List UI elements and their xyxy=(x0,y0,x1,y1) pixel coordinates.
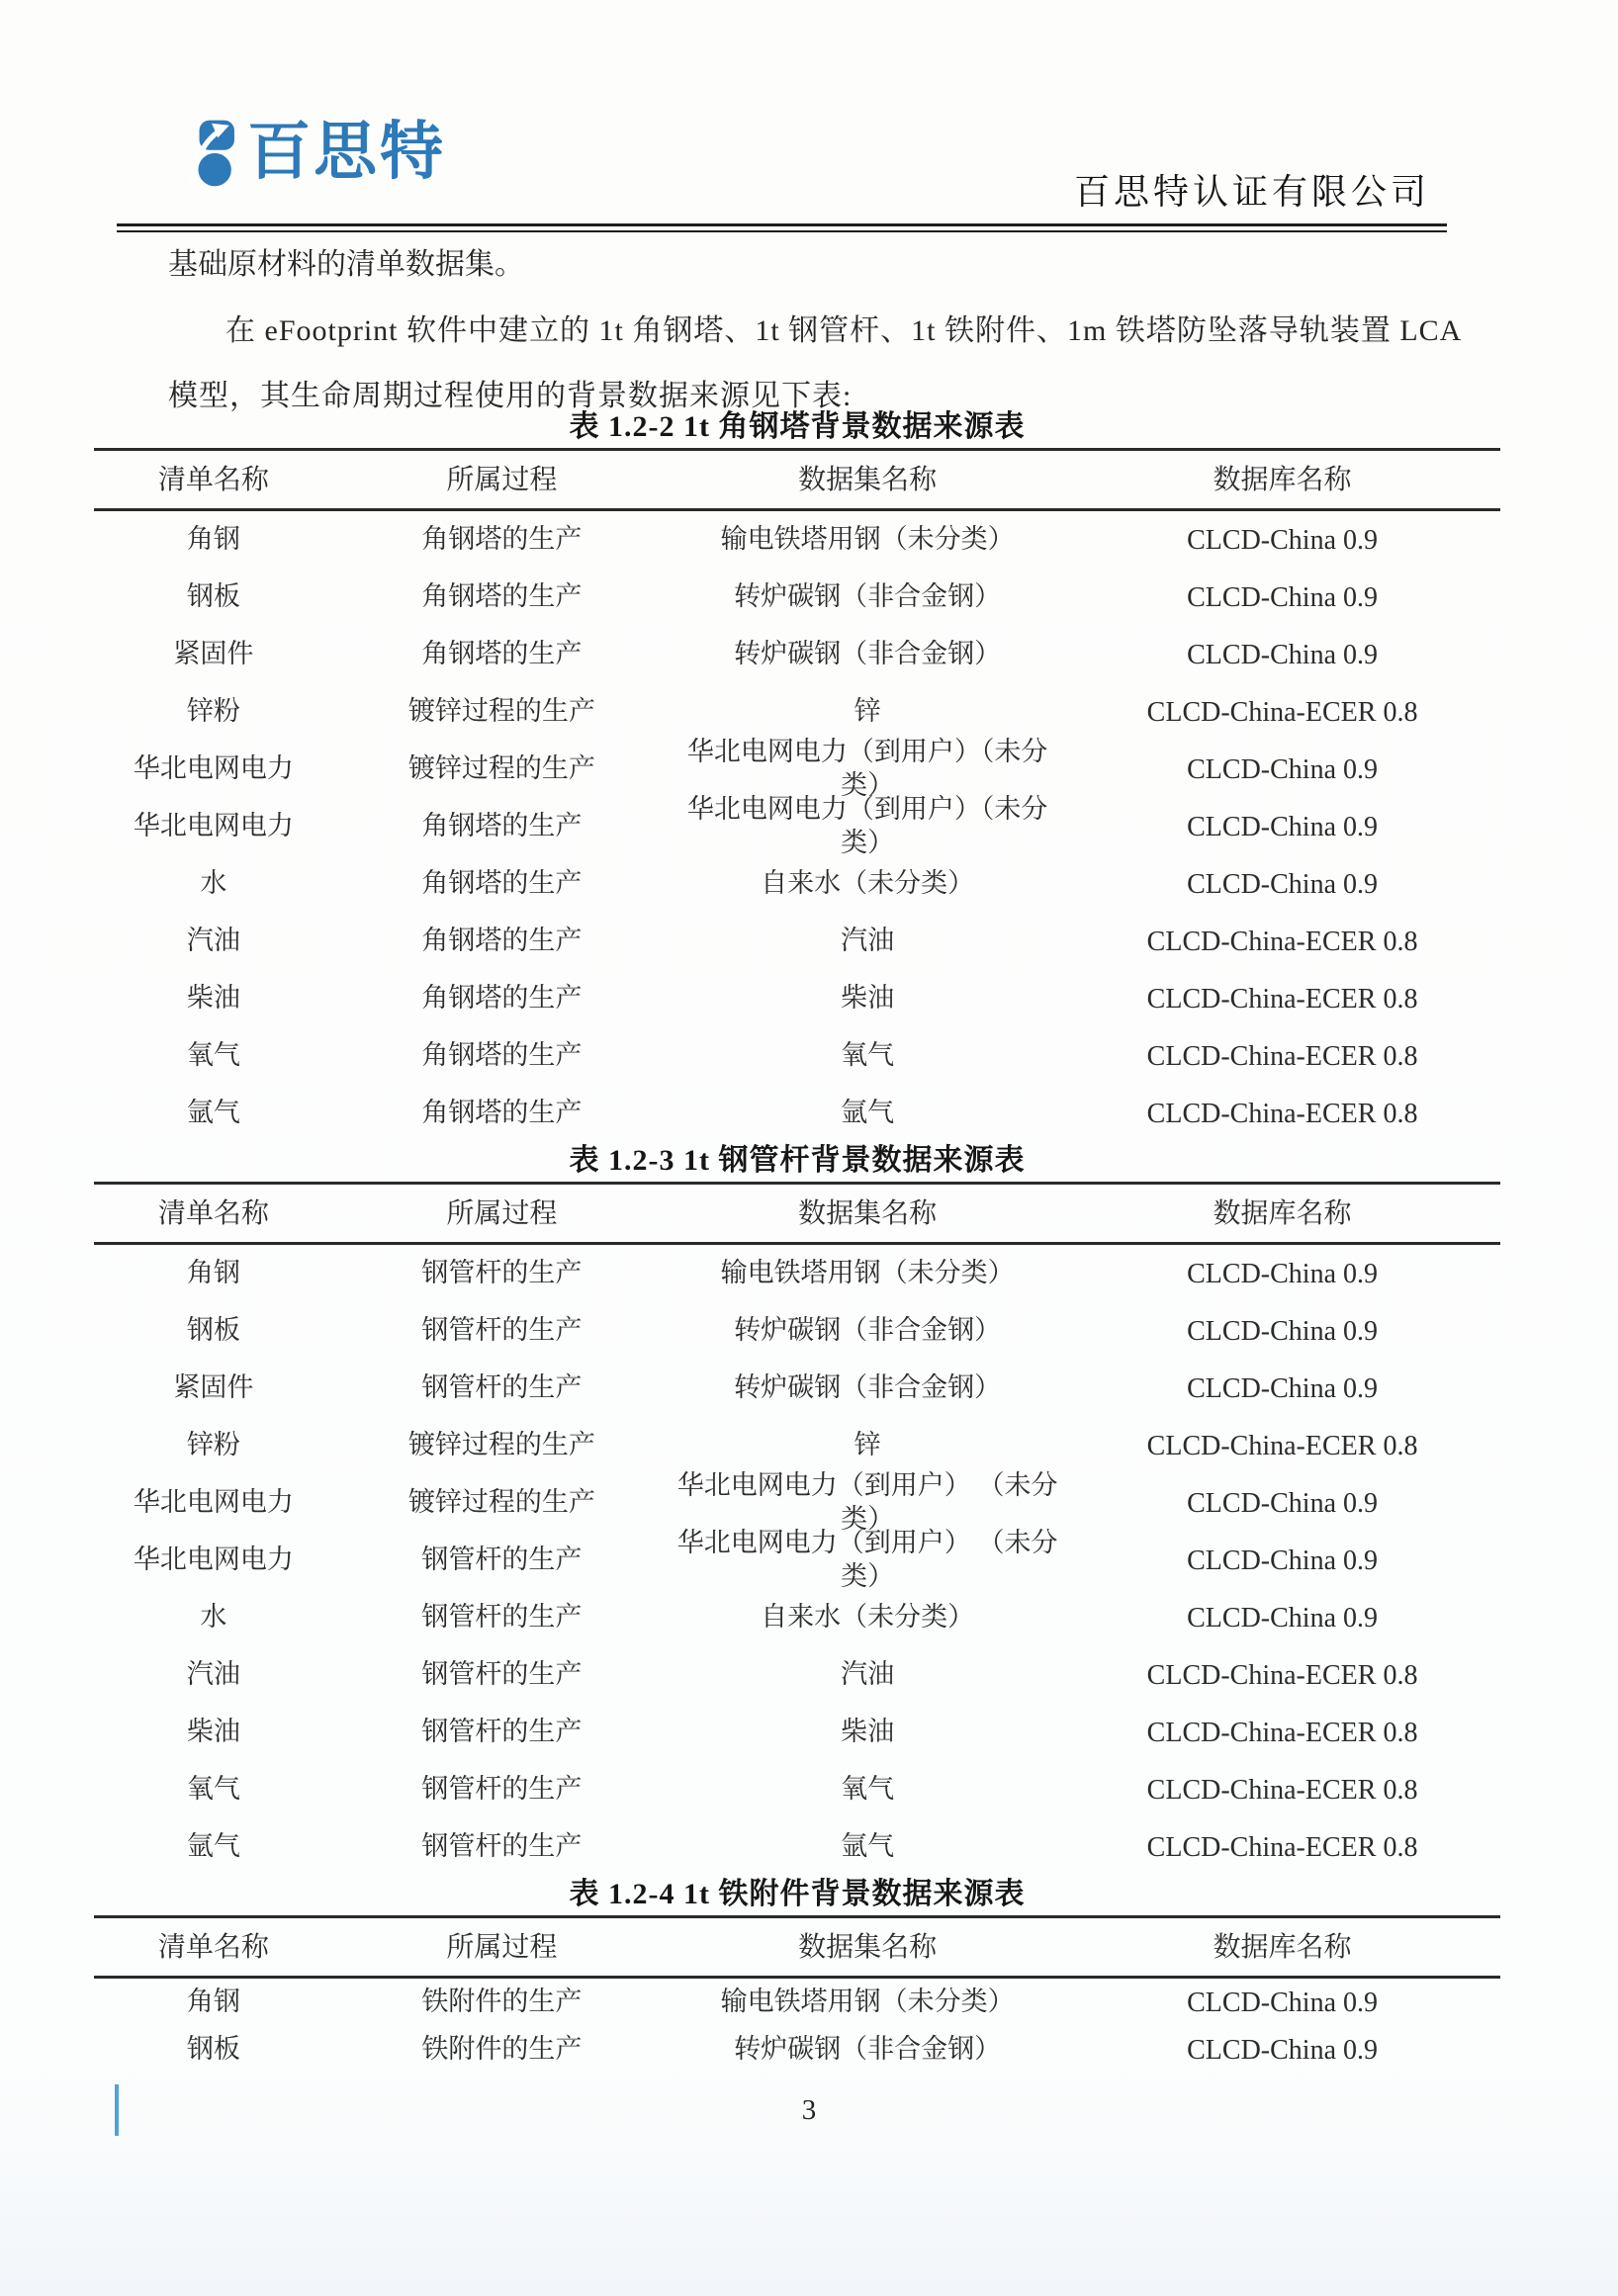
table-row xyxy=(94,1302,1500,1360)
process-cell: 钢管杆的生产 xyxy=(421,1717,583,1747)
table-row xyxy=(94,737,1500,800)
table-row xyxy=(94,1646,1500,1704)
database-name-cell: CLCD-China-ECER 0.8 xyxy=(1146,926,1418,957)
inventory-name-cell: 汽油 xyxy=(186,926,240,956)
inventory-name-cell: 钢板 xyxy=(186,2034,240,2065)
dataset-name-cell: 输电铁塔用钢（未分类） xyxy=(720,1258,1015,1288)
process-cell: 钢管杆的生产 xyxy=(421,1258,583,1288)
dataset-name-cell: 转炉碳钢（非合金钢） xyxy=(734,639,1002,669)
inventory-name-cell: 华北电网电力 xyxy=(133,1487,294,1518)
table-row xyxy=(94,1979,1500,2026)
process-cell: 镀锌过程的生产 xyxy=(407,1430,595,1460)
dataset-name-cell: 氩气 xyxy=(841,1098,895,1128)
database-name-cell: CLCD-China-ECER 0.8 xyxy=(1146,1430,1418,1461)
table-row xyxy=(94,1528,1500,1591)
process-cell: 铁附件的生产 xyxy=(421,2034,583,2065)
process-cell: 镀锌过程的生产 xyxy=(407,753,595,784)
database-name-cell: CLCD-China 0.9 xyxy=(1187,868,1378,900)
company-logo xyxy=(186,117,446,192)
inventory-name-cell: 氧气 xyxy=(186,1774,240,1805)
process-cell: 角钢塔的生产 xyxy=(421,1040,583,1071)
table-row xyxy=(94,1245,1500,1302)
table-header-row xyxy=(94,1918,1500,1979)
process-cell: 钢管杆的生产 xyxy=(421,1545,583,1575)
inventory-name-cell: 氧气 xyxy=(186,1040,240,1071)
table-header-row xyxy=(94,1185,1500,1245)
dataset-name-cell: 锌 xyxy=(854,1430,881,1460)
database-name-cell: CLCD-China 0.9 xyxy=(1187,2034,1378,2066)
column-header: 清单名称 xyxy=(157,464,269,495)
column-header: 数据集名称 xyxy=(798,1197,938,1229)
dataset-name-cell: 自来水（未分类） xyxy=(761,1602,975,1633)
dataset-name-cell: 锌 xyxy=(854,696,881,727)
dataset-name-cell: 输电铁塔用钢（未分类） xyxy=(720,524,1015,555)
table-title: 表 1.2-3 1t 钢管杆背景数据来源表 xyxy=(569,1144,1026,1177)
column-header: 数据集名称 xyxy=(798,1931,938,1963)
column-header: 数据库名称 xyxy=(1213,1197,1352,1229)
database-name-cell: CLCD-China 0.9 xyxy=(1187,639,1378,670)
database-name-cell: CLCD-China 0.9 xyxy=(1187,1372,1378,1404)
dataset-name-cell: 转炉碳钢（非合金钢） xyxy=(734,2034,1002,2065)
table-row xyxy=(94,1470,1500,1534)
database-name-cell: CLCD-China 0.9 xyxy=(1187,524,1378,556)
inventory-name-cell: 氩气 xyxy=(186,1098,240,1128)
logo-icon xyxy=(186,119,235,192)
table-row xyxy=(94,970,1500,1027)
edit-mark xyxy=(115,2084,119,2136)
dataset-name-cell: 输电铁塔用钢（未分类） xyxy=(720,1987,1015,2017)
inventory-name-cell: 华北电网电力 xyxy=(133,811,294,841)
dataset-name-cell: 氧气 xyxy=(841,1040,895,1071)
inventory-name-cell: 水 xyxy=(200,868,227,899)
dataset-name-cell: 华北电网电力（到用户） （未分类） xyxy=(676,1470,1058,1534)
database-name-cell: CLCD-China-ECER 0.8 xyxy=(1146,1040,1418,1072)
table-row xyxy=(94,1818,1500,1876)
process-cell: 角钢塔的生产 xyxy=(421,926,583,956)
table-row xyxy=(94,626,1500,683)
database-name-cell: CLCD-China 0.9 xyxy=(1187,753,1378,785)
tables-section xyxy=(94,408,1500,2074)
column-header: 所属过程 xyxy=(446,464,558,495)
header-divider xyxy=(117,223,1447,232)
database-name-cell: CLCD-China 0.9 xyxy=(1187,581,1378,613)
process-cell: 钢管杆的生产 xyxy=(421,1831,583,1862)
dataset-name-cell: 氧气 xyxy=(841,1774,895,1805)
column-header: 所属过程 xyxy=(446,1197,558,1229)
database-name-cell: CLCD-China 0.9 xyxy=(1187,1602,1378,1634)
table-row xyxy=(94,683,1500,741)
process-cell: 角钢塔的生产 xyxy=(421,1098,583,1128)
table-row xyxy=(94,913,1500,970)
paragraph-line: 在 eFootprint 软件中建立的 1t 角钢塔、1t 钢管杆、1t 铁附件、1m 铁塔防坠落导轨装置 LCA xyxy=(225,314,1463,347)
process-cell: 角钢塔的生产 xyxy=(421,639,583,669)
table-row xyxy=(94,569,1500,626)
table-row xyxy=(94,855,1500,913)
inventory-name-cell: 钢板 xyxy=(186,1315,240,1346)
process-cell: 钢管杆的生产 xyxy=(421,1602,583,1633)
database-name-cell: CLCD-China-ECER 0.8 xyxy=(1146,1098,1418,1129)
process-cell: 镀锌过程的生产 xyxy=(407,696,595,727)
inventory-name-cell: 柴油 xyxy=(186,983,240,1014)
database-name-cell: CLCD-China-ECER 0.8 xyxy=(1146,1659,1418,1691)
column-header: 数据集名称 xyxy=(798,464,938,495)
inventory-name-cell: 汽油 xyxy=(186,1659,240,1690)
data-table xyxy=(94,1182,1500,1876)
inventory-name-cell: 柴油 xyxy=(186,1717,240,1747)
process-cell: 角钢塔的生产 xyxy=(421,811,583,841)
inventory-name-cell: 紧固件 xyxy=(173,639,254,669)
database-name-cell: CLCD-China-ECER 0.8 xyxy=(1146,696,1418,728)
table-header-row xyxy=(94,451,1500,511)
inventory-name-cell: 锌粉 xyxy=(186,1430,240,1460)
dataset-name-cell: 转炉碳钢（非合金钢） xyxy=(734,581,1002,612)
database-name-cell: CLCD-China-ECER 0.8 xyxy=(1146,983,1418,1015)
database-name-cell: CLCD-China 0.9 xyxy=(1187,1315,1378,1347)
table-row xyxy=(94,1761,1500,1818)
header-company-name: 百思特认证有限公司 xyxy=(1073,172,1430,212)
process-cell: 角钢塔的生产 xyxy=(421,868,583,899)
table-row xyxy=(94,1417,1500,1474)
paragraph-line: 模型，其生命周期过程使用的背景数据来源见下表: xyxy=(168,380,853,412)
inventory-name-cell: 紧固件 xyxy=(173,1372,254,1403)
process-cell: 角钢塔的生产 xyxy=(421,524,583,555)
dataset-name-cell: 柴油 xyxy=(841,1717,895,1747)
process-cell: 钢管杆的生产 xyxy=(421,1774,583,1805)
data-table xyxy=(94,448,1500,1142)
inventory-name-cell: 钢板 xyxy=(186,581,240,612)
column-header: 数据库名称 xyxy=(1213,1931,1352,1963)
dataset-name-cell: 汽油 xyxy=(841,1659,895,1690)
dataset-name-cell: 转炉碳钢（非合金钢） xyxy=(734,1372,1002,1403)
table-row xyxy=(94,1589,1500,1646)
dataset-name-cell: 自来水（未分类） xyxy=(761,868,975,899)
column-header: 清单名称 xyxy=(157,1197,269,1229)
inventory-name-cell: 角钢 xyxy=(186,1987,240,2017)
process-cell: 角钢塔的生产 xyxy=(421,581,583,612)
table-title: 表 1.2-4 1t 铁附件背景数据来源表 xyxy=(569,1878,1026,1910)
process-cell: 钢管杆的生产 xyxy=(421,1372,583,1403)
inventory-name-cell: 华北电网电力 xyxy=(133,753,294,784)
table-row xyxy=(94,1360,1500,1417)
dataset-name-cell: 汽油 xyxy=(841,926,895,956)
table-row xyxy=(94,1704,1500,1761)
column-header: 清单名称 xyxy=(157,1931,269,1963)
database-name-cell: CLCD-China 0.9 xyxy=(1187,811,1378,842)
dataset-name-cell: 氩气 xyxy=(841,1831,895,1862)
database-name-cell: CLCD-China 0.9 xyxy=(1187,1987,1378,2018)
process-cell: 铁附件的生产 xyxy=(421,1987,583,2017)
dataset-name-cell: 华北电网电力（到用户）（未分类） xyxy=(686,794,1048,857)
process-cell: 钢管杆的生产 xyxy=(421,1315,583,1346)
database-name-cell: CLCD-China-ECER 0.8 xyxy=(1146,1774,1418,1806)
column-header: 数据库名称 xyxy=(1213,464,1352,495)
dataset-name-cell: 柴油 xyxy=(841,983,895,1014)
database-name-cell: CLCD-China 0.9 xyxy=(1187,1258,1378,1289)
data-table xyxy=(94,1915,1500,2074)
process-cell: 角钢塔的生产 xyxy=(421,983,583,1014)
logo-text: 百思特 xyxy=(247,116,446,187)
table-row xyxy=(94,511,1500,569)
column-header: 所属过程 xyxy=(446,1931,558,1963)
inventory-name-cell: 角钢 xyxy=(186,1258,240,1288)
table-row xyxy=(94,2026,1500,2074)
dataset-name-cell: 华北电网电力（到用户）（未分类） xyxy=(686,737,1048,800)
intro-lead-text: 基础原材料的清单数据集。 xyxy=(168,248,524,281)
dataset-name-cell: 转炉碳钢（非合金钢） xyxy=(734,1315,1002,1346)
page-number: 3 xyxy=(801,2094,817,2126)
database-name-cell: CLCD-China-ECER 0.8 xyxy=(1146,1717,1418,1748)
database-name-cell: CLCD-China-ECER 0.8 xyxy=(1146,1831,1418,1863)
inventory-name-cell: 角钢 xyxy=(186,524,240,555)
table-title: 表 1.2-2 1t 角钢塔背景数据来源表 xyxy=(569,410,1026,443)
inventory-name-cell: 氩气 xyxy=(186,1831,240,1862)
database-name-cell: CLCD-China 0.9 xyxy=(1187,1487,1378,1519)
inventory-name-cell: 锌粉 xyxy=(186,696,240,727)
process-cell: 钢管杆的生产 xyxy=(421,1659,583,1690)
process-cell: 镀锌过程的生产 xyxy=(407,1487,595,1518)
inventory-name-cell: 华北电网电力 xyxy=(133,1545,294,1575)
inventory-name-cell: 水 xyxy=(200,1602,227,1633)
table-row xyxy=(94,1027,1500,1085)
database-name-cell: CLCD-China 0.9 xyxy=(1187,1545,1378,1576)
table-row xyxy=(94,1085,1500,1142)
dataset-name-cell: 华北电网电力（到用户） （未分类） xyxy=(676,1528,1058,1591)
table-row xyxy=(94,794,1500,857)
